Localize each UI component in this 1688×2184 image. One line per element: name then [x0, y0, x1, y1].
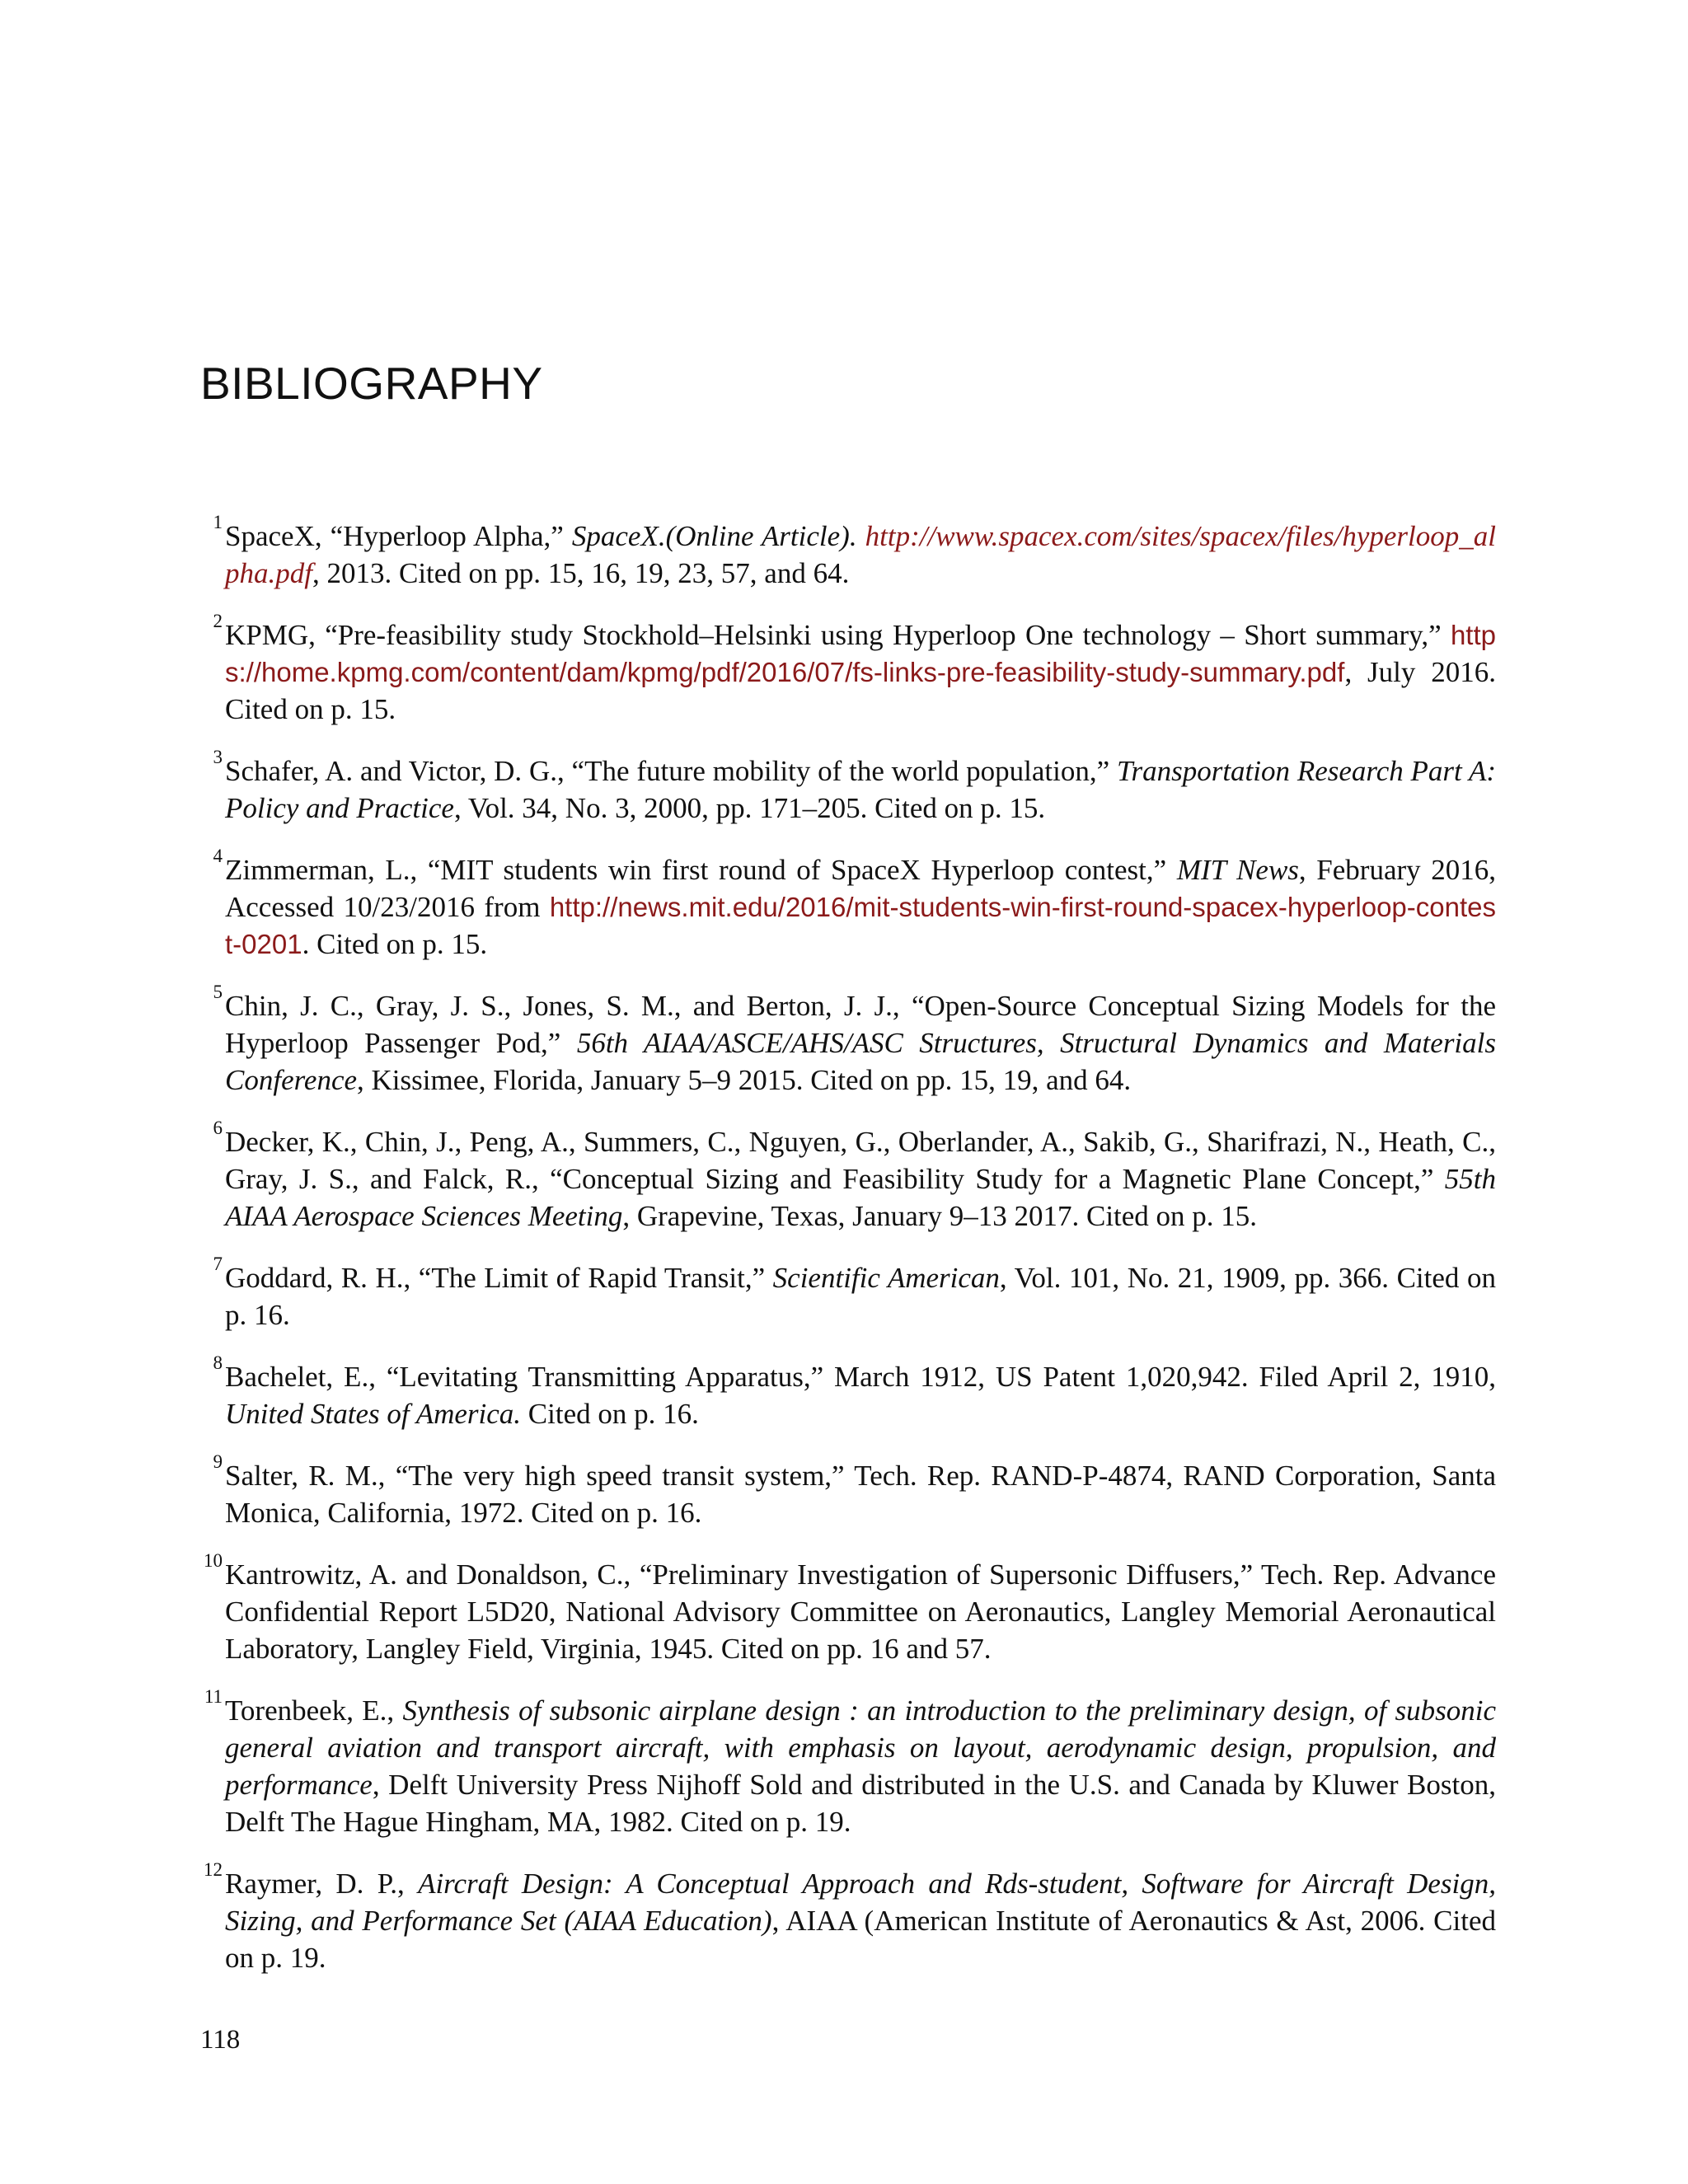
entry-number: 7 [213, 1254, 223, 1274]
entry-text: . Cited on p. 15. [302, 928, 488, 960]
bib-entry-6 [200, 1118, 1496, 1235]
bib-entry-9 [200, 1451, 1496, 1531]
bib-entry-10 [200, 1550, 1496, 1667]
entry-venue: Transportation Research Part A: Policy and Practice [225, 755, 1496, 824]
entry-text: Chin, J. C., Gray, J. S., Jones, S. M., and Berton, J. J., “Open-Source Conceptual Sizing Models for the Hyperloop Passenger Pod,” [225, 990, 1496, 1059]
entry-number: 2 [213, 611, 223, 631]
entry-text: Bachelet, E., “Levitating Transmitting Apparatus,” March 1912, US Patent 1,020,942. Filed April 2, 1910, [225, 1361, 1496, 1393]
entry-text: SpaceX, “Hyperloop Alpha,” [225, 520, 572, 552]
entry-number: 6 [213, 1118, 223, 1138]
entry-text: Schafer, A. and Victor, D. G., “The future mobility of the world population,” [225, 755, 1117, 787]
entry-text: , Vol. 101, No. 21, 1909, pp. 366. Cited on p. 16. [225, 1262, 1496, 1331]
entry-text: , Kissimee, Florida, January 5–9 2015. Cited on pp. 15, 19, and 64. [357, 1064, 1132, 1096]
entry-number: 3 [213, 747, 223, 767]
entry-venue: United States of America. [225, 1398, 522, 1430]
entry-number: 5 [213, 982, 223, 1002]
entry-venue: MIT News [1176, 854, 1299, 886]
entry-text: Kantrowitz, A. and Donaldson, C., “Preliminary Investigation of Supersonic Diffusers,” Tech. Rep. Advance Confidential Report L5D20, National Advisory Committee on Aeronautics, Langley Memorial Aeronautical Laboratory, Langley Field, Virginia, 1945. Cited on pp. 16 and 57. [225, 1558, 1496, 1665]
entry-venue: 56th AIAA/ASCE/AHS/ASC Structures, Structural Dynamics and Materials Conference [225, 1027, 1497, 1096]
entry-venue: Aircraft Design: A Conceptual Approach and Rds-student, Software for Aircraft Design, Sizing, and Performance Set (AIAA Education) [225, 1868, 1496, 1937]
entry-number: 10 [204, 1550, 223, 1571]
entry-text: Raymer, D. P., [225, 1868, 419, 1900]
entry-venue: SpaceX.(Online Article). [571, 520, 857, 552]
bib-entry-4 [200, 846, 1496, 963]
entry-text: Goddard, R. H., “The Limit of Rapid Transit,” [225, 1262, 773, 1294]
bib-entry-1 [200, 512, 1496, 592]
entry-number: 1 [213, 512, 223, 532]
entry-text: Decker, K., Chin, J., Peng, A., Summers, C., Nguyen, G., Oberlander, A., Sakib, G., Sharifrazi, N., Heath, C., Gray, J. S., and Falck, R., “Conceptual Sizing and Feasibility Study for a Magnetic Plane Concept,” [225, 1126, 1496, 1195]
entry-venue: 55th AIAA Aerospace Sciences Meeting [225, 1163, 1496, 1232]
bib-entry-11 [200, 1686, 1497, 1840]
entry-text: , February 2016, Accessed 10/23/2016 from [225, 854, 1496, 923]
entry-venue: Scientific American [772, 1262, 1000, 1294]
entry-link[interactable]: http://news.mit.edu/2016/mit-students-win-first-round-spacex-hyperloop-contest-0201 [225, 892, 1496, 959]
entry-text: KPMG, “Pre-feasibility study Stockhold–Helsinki using Hyperloop One technology – Short summary,” [225, 619, 1451, 651]
entry-text: , Grapevine, Texas, January 9–13 2017. Cited on p. 15. [622, 1200, 1258, 1232]
bib-entry-7 [200, 1254, 1496, 1333]
bib-entry-8 [200, 1352, 1496, 1432]
bibliography-list [200, 512, 1497, 2001]
entry-text: , AIAA (American Institute of Aeronautics & Ast, 2006. Cited on p. 19. [225, 1905, 1496, 1974]
entry-text [857, 520, 865, 552]
entry-number: 4 [213, 846, 223, 866]
entry-venue: Synthesis of subsonic airplane design : an introduction to the preliminary design, of subsonic general aviation and transport aircraft, with emphasis on layout, aerodynamic design, propulsion, and performance [225, 1694, 1497, 1801]
page-title: BIBLIOGRAPHY [200, 358, 543, 409]
bib-entry-12 [200, 1859, 1496, 1976]
entry-link[interactable]: http://www.spacex.com/sites/spacex/files/hyperloop_alpha.pdf [225, 520, 1496, 589]
bib-entry-3 [200, 747, 1496, 827]
entry-text: Cited on p. 16. [521, 1398, 699, 1430]
bib-entry-5 [200, 982, 1497, 1099]
entry-number: 8 [213, 1352, 223, 1373]
entry-text: Torenbeek, E., [225, 1694, 403, 1727]
entry-text: , 2013. Cited on pp. 15, 16, 19, 23, 57, and 64. [312, 557, 850, 589]
entry-text: , July 2016. Cited on p. 15. [225, 656, 1496, 725]
bib-entry-2 [200, 611, 1496, 728]
entry-text: Zimmerman, L., “MIT students win first round of SpaceX Hyperloop contest,” [225, 854, 1177, 886]
entry-text: , Vol. 34, No. 3, 2000, pp. 171–205. Cited on p. 15. [453, 792, 1046, 824]
entry-link[interactable]: https://home.kpmg.com/content/dam/kpmg/pdf/2016/07/fs-links-pre-feasibility-study-summary.pdf [225, 620, 1496, 687]
entry-number: 12 [204, 1859, 223, 1880]
entry-number: 9 [213, 1451, 223, 1472]
entry-text: Salter, R. M., “The very high speed transit system,” Tech. Rep. RAND-P-4874, RAND Corporation, Santa Monica, California, 1972. Cited on p. 16. [225, 1460, 1496, 1529]
entry-text: , Delft University Press Nijhoff Sold and distributed in the U.S. and Canada by Kluwer Boston, Delft The Hague Hingham, MA, 1982. Cited on p. 19. [225, 1769, 1496, 1838]
page-number: 118 [200, 2025, 241, 2055]
entry-number: 11 [204, 1686, 223, 1707]
